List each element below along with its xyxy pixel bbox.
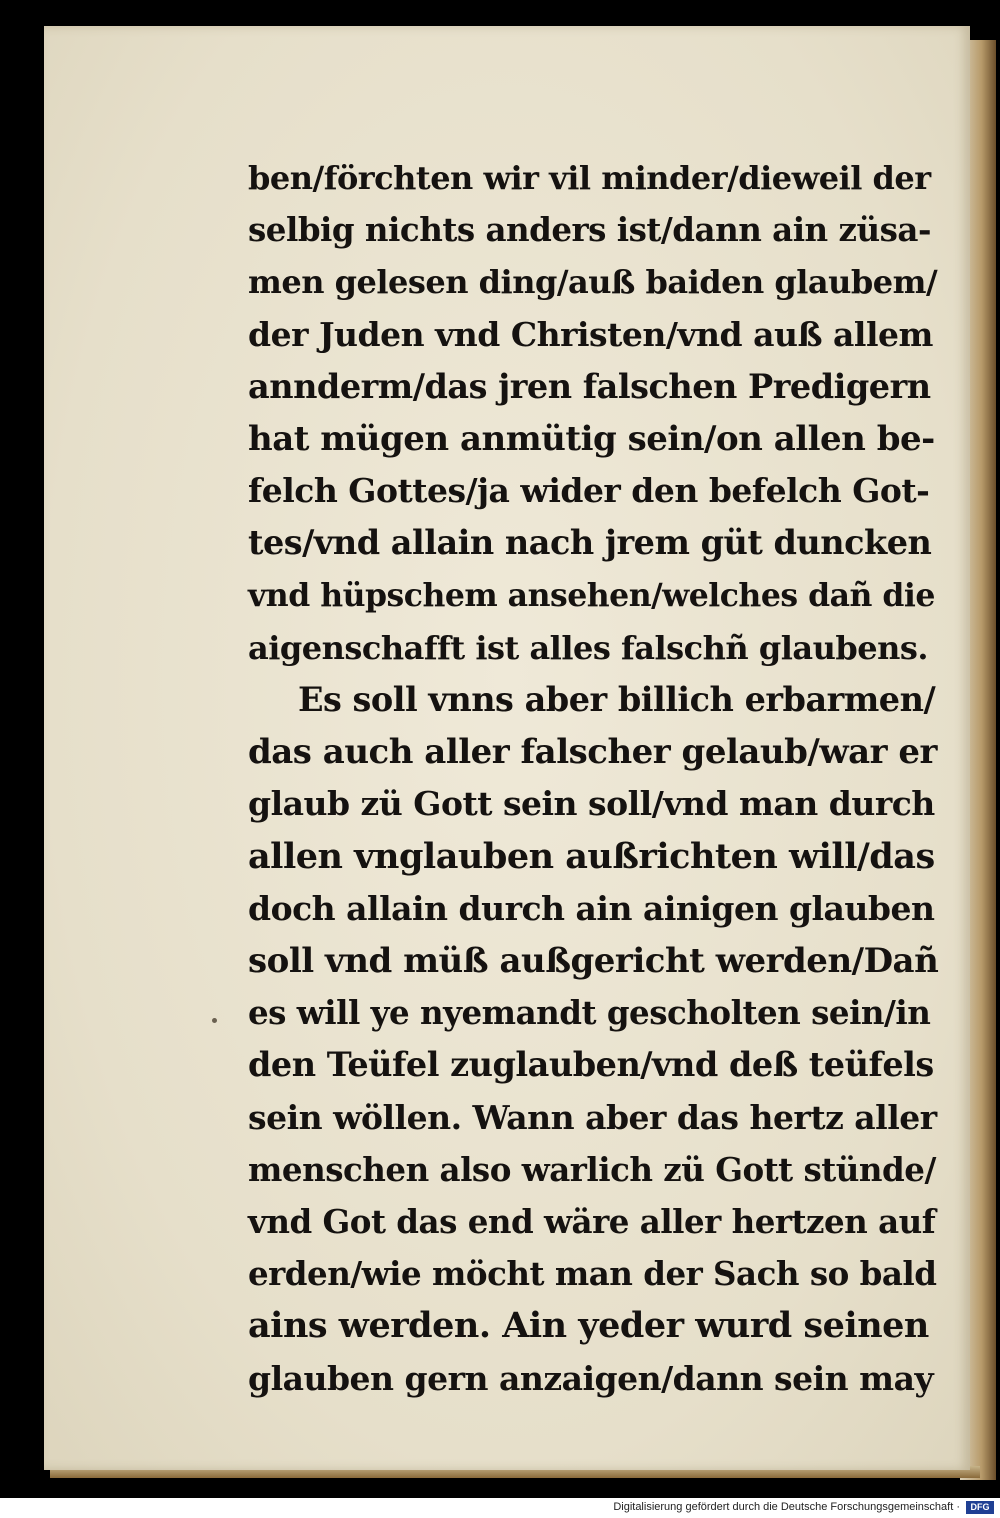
text-line: allen vnglauben außrichten will/das bbox=[248, 835, 935, 877]
text-line: der Juden vnd Christen/vnd auß allem bbox=[248, 314, 933, 354]
text-line: den Teüfel zuglauben/vnd deß teüfels bbox=[248, 1045, 934, 1085]
text-line: tes/vnd allain nach jrem güt duncken bbox=[248, 523, 932, 563]
text-line: erden/wie möcht man der Sach so bald bbox=[248, 1254, 937, 1294]
text-line: hat mügen anmütig sein/on allen be- bbox=[248, 419, 935, 460]
text-line: aigenschafft ist alles falschñ glaubens. bbox=[248, 628, 929, 667]
text-line: vnd hüpschem ansehen/welches dañ die bbox=[248, 576, 935, 614]
dfg-logo: DFG bbox=[966, 1501, 994, 1514]
text-line: glaub zü Gott sein soll/vnd man durch bbox=[248, 784, 935, 824]
text-line: es will ye nyemandt gescholten sein/in bbox=[248, 993, 931, 1033]
text-line: men gelesen ding/auß baiden glaubem/ bbox=[248, 263, 938, 302]
page-text bbox=[248, 152, 938, 1405]
text-line: annderm/das jren falschen Predigern bbox=[248, 366, 931, 406]
text-line: doch allain durch ain ainigen glauben bbox=[248, 888, 935, 928]
text-line: soll vnd müß außgericht werden/Dañ bbox=[248, 941, 939, 982]
text-line: sein wöllen. Wann aber das hertz aller bbox=[248, 1097, 937, 1137]
text-line: menschen also warlich zü Gott stünde/ bbox=[248, 1149, 936, 1189]
text-line: vnd Got das end wäre aller hertzen auf bbox=[248, 1202, 936, 1242]
footer-credit: Digitalisierung gefördert durch die Deutsche Forschungsgemeinschaft · bbox=[613, 1501, 960, 1513]
footer-bar bbox=[0, 1498, 1000, 1518]
text-line: glauben gern anzaigen/dann sein may bbox=[248, 1358, 934, 1398]
text-line: das auch aller falscher gelaub/war er bbox=[248, 732, 937, 773]
paragraph-start-line: Es soll vnns aber billich erbarmen/ bbox=[298, 680, 936, 720]
text-line: selbig nichts anders ist/dann ain züsa- bbox=[248, 210, 931, 250]
text-line: ains werden. Ain yeder wurd seinen bbox=[248, 1305, 929, 1347]
text-line: ben/förchten wir vil minder/dieweil der bbox=[248, 159, 931, 197]
text-line: felch Gottes/ja wider den befelch Got- bbox=[248, 471, 930, 511]
margin-mark bbox=[212, 1018, 217, 1023]
